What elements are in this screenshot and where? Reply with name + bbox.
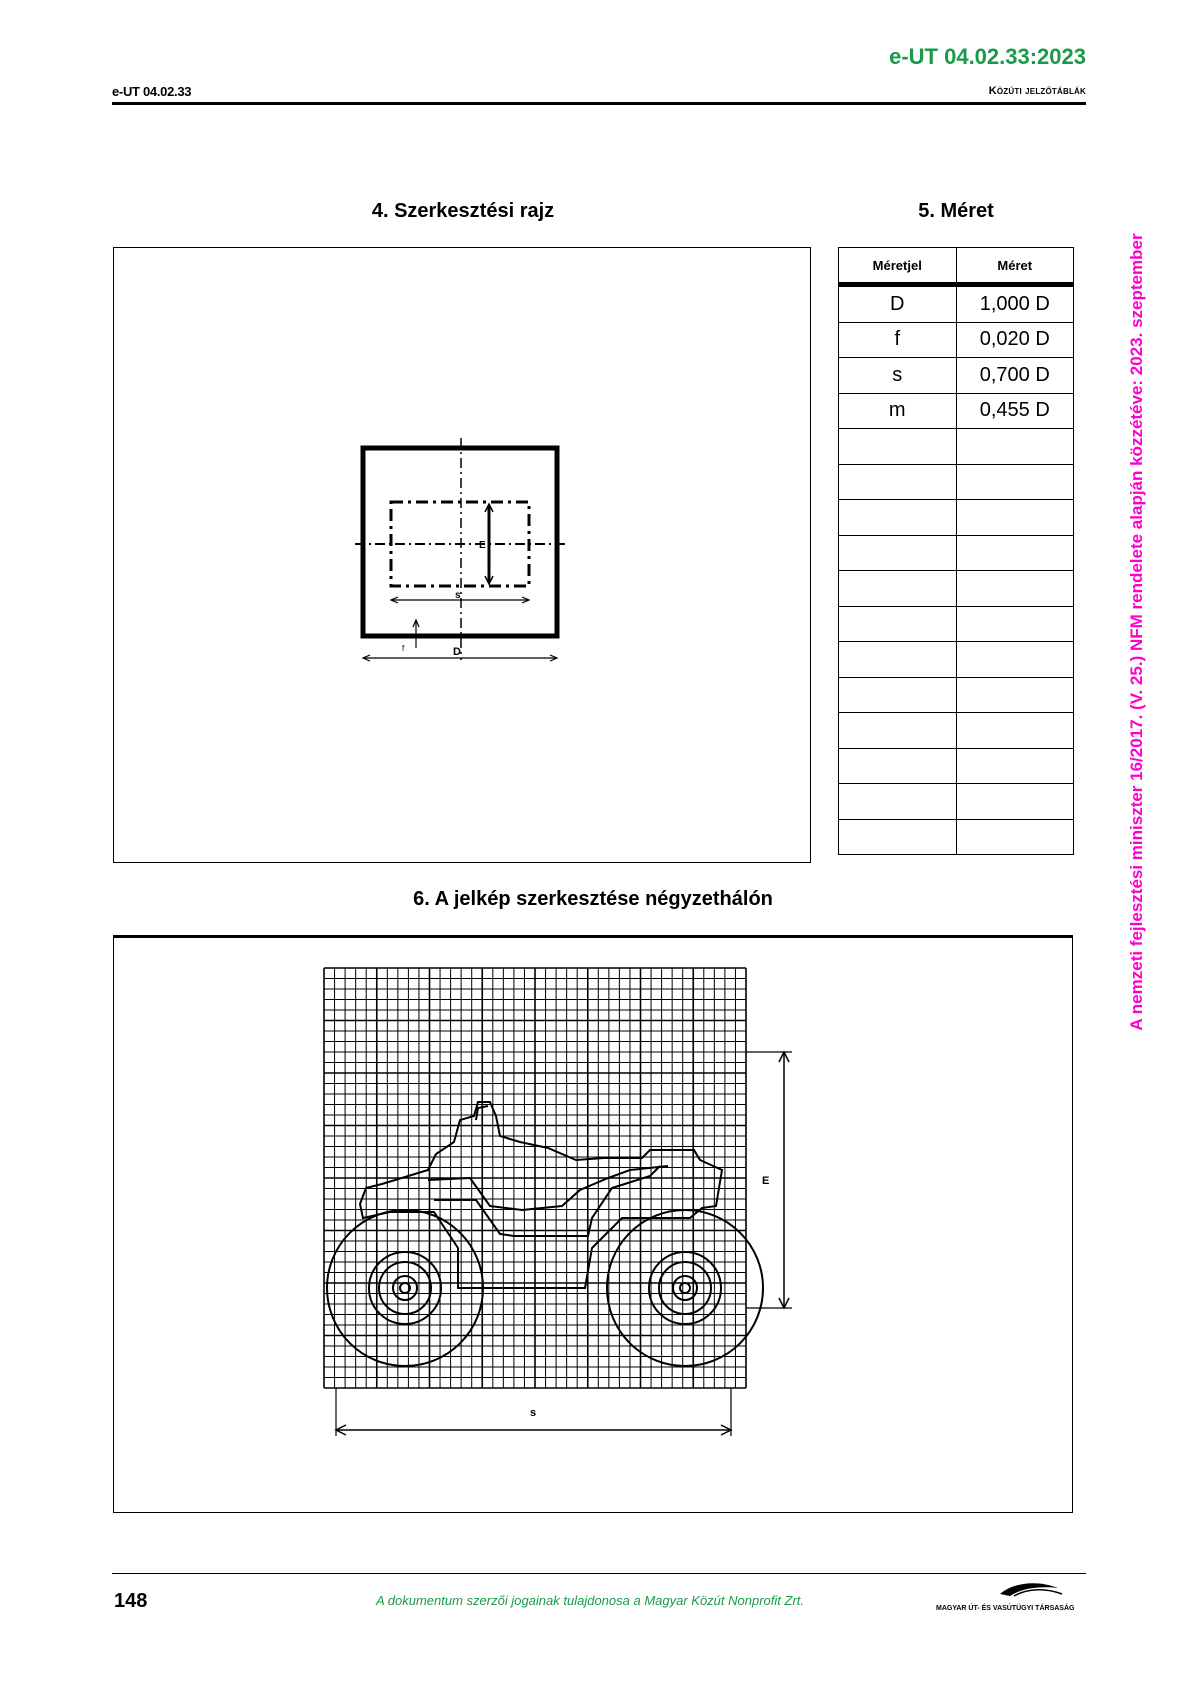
size-symbol [839,713,957,749]
label-e: E [479,540,486,551]
size-value: 0,700 D [956,358,1074,394]
grid-lines [324,968,746,1388]
size-value [956,677,1074,713]
size-symbol [839,784,957,820]
size-symbol [839,748,957,784]
grid-construction-box [113,935,1073,1513]
construction-drawing-box [113,247,811,863]
size-value [956,500,1074,536]
table-row [839,429,1074,465]
table-row [839,358,1074,394]
publication-note: A nemzeti fejlesztési miniszter 16/2017. (V. 25.) NFM rendelete alapján közzétéve: 2023. szeptember [1127,233,1146,1031]
table-row [839,784,1074,820]
construction-drawing [114,248,812,864]
grid-label-e: E [762,1175,770,1187]
size-symbol [839,819,957,855]
footer-rule [112,1573,1086,1574]
size-value: 1,000 D [956,285,1074,323]
atv-frame [434,1166,660,1236]
size-table-header-size: Méret [956,248,1074,285]
atv-body [360,1102,722,1288]
size-value [956,429,1074,465]
size-table [838,247,1074,855]
size-value [956,784,1074,820]
table-row [839,606,1074,642]
size-value [956,571,1074,607]
size-symbol: m [839,393,957,429]
table-row [839,322,1074,358]
page-number: 148 [114,1590,148,1612]
size-value [956,535,1074,571]
size-symbol: D [839,285,957,323]
table-row [839,393,1074,429]
logo-icon [936,1580,1086,1614]
size-value [956,713,1074,749]
table-row [839,535,1074,571]
size-symbol: s [839,358,957,394]
table-row [839,642,1074,678]
table-row [839,285,1074,323]
size-table-header-symbol: Méretjel [839,248,957,285]
size-symbol [839,606,957,642]
size-value [956,606,1074,642]
section-title-drawing: 4. Szerkesztési rajz [371,200,555,222]
table-row [839,500,1074,536]
table-row [839,464,1074,500]
copyright-notice: A dokumentum szerzői jogainak tulajdonosa a Magyar Közút Nonprofit Zrt. [375,1593,804,1608]
size-symbol [839,642,957,678]
header-right-title: Közúti jelzőtáblák [988,85,1086,97]
size-value [956,748,1074,784]
document-id: e-UT 04.02.33:2023 [889,44,1086,69]
grid-construction [114,938,1074,1513]
section-title-grid: 6. A jelkép szerkesztése négyzethálón [413,888,773,910]
label-f: f [402,644,405,653]
header-rule [112,102,1086,105]
header-left-code: e-UT 04.02.33 [112,84,192,99]
table-row [839,819,1074,855]
size-symbol [839,571,957,607]
size-symbol: f [839,322,957,358]
table-row [839,748,1074,784]
company-logo [936,1580,1086,1614]
size-symbol [839,535,957,571]
size-table-header [839,248,1074,285]
table-row [839,713,1074,749]
size-symbol [839,677,957,713]
size-value [956,464,1074,500]
size-value [956,642,1074,678]
size-symbol [839,500,957,536]
size-value: 0,455 D [956,393,1074,429]
size-symbol [839,429,957,465]
table-row [839,677,1074,713]
table-row [839,571,1074,607]
size-value: 0,020 D [956,322,1074,358]
grid-label-s: s [530,1407,537,1419]
atv-symbol [327,1102,763,1366]
size-value [956,819,1074,855]
label-s: s [455,590,461,601]
logo-text: MAGYAR ÚT- ÉS VASÚTÜGYI TÁRSASÁG [936,1605,1075,1612]
section-title-size: 5. Méret [918,200,994,222]
label-d: D [453,646,461,658]
size-symbol [839,464,957,500]
